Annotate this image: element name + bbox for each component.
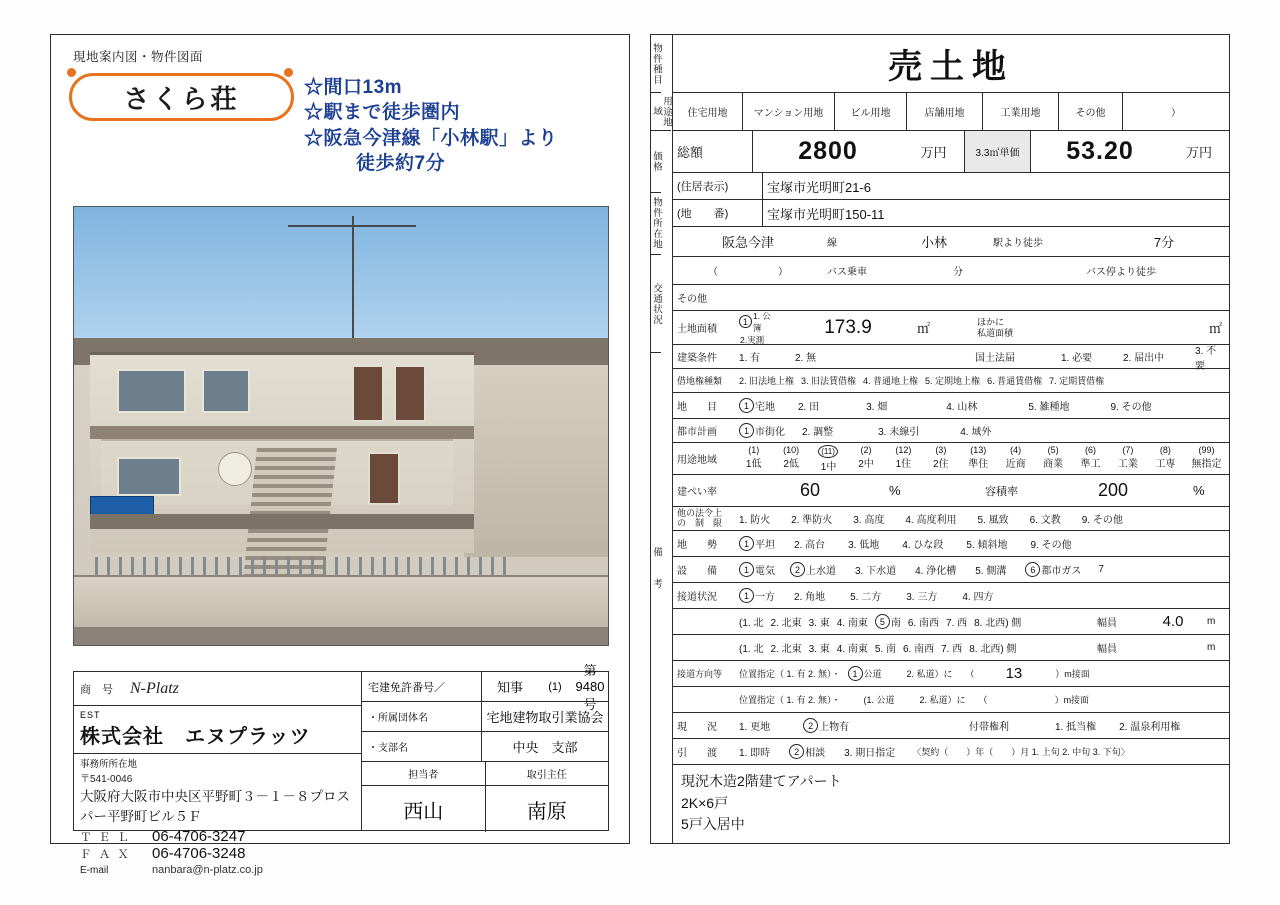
detail-grid — [673, 93, 1229, 843]
land-area-label: 土地面積 — [677, 324, 717, 335]
company-logo: N-Platz — [130, 679, 179, 697]
other-restrict-opt-5[interactable]: 6. 文教 — [1029, 515, 1061, 526]
use-district-no: (1) — [748, 444, 760, 455]
handover-opt-1: 相談 — [805, 748, 826, 759]
far-label: 容積率 — [985, 485, 1018, 498]
tel-row — [80, 828, 355, 845]
status-opt-0[interactable]: 1. 更地 — [739, 722, 771, 733]
access-2-opt-1[interactable]: 2. 私道）に — [919, 695, 966, 705]
remark-line-2: 2K×6戸 — [681, 794, 729, 811]
price-unit: 万円 — [903, 131, 965, 172]
frontage-2-width-value — [1143, 635, 1203, 660]
kind-option-6[interactable]: ） — [1171, 108, 1181, 119]
kind-option-0[interactable]: 住宅用地 — [673, 93, 743, 130]
utilities-opt-6[interactable]: 7 — [1098, 564, 1104, 575]
photo-railing — [95, 557, 512, 575]
frontage-1-width-value: 4.0 — [1162, 613, 1184, 630]
city-planning-options[interactable]: 1 市街化 2. 調整 3. 未線引 4. 域外 — [735, 419, 1229, 442]
transport-line-suffix: 線 — [827, 238, 837, 249]
right-sheet — [650, 34, 1230, 844]
bus-ride-label: バス乗車 — [827, 267, 867, 278]
license-governor: 知事 — [496, 680, 523, 695]
utilities-label: 設 備 — [677, 566, 717, 577]
leasehold-label: 借地権種類 — [677, 376, 723, 386]
photo-band-upper — [90, 426, 474, 439]
handover-options[interactable]: 1. 即時 2 相談 3. 期日指定 〈契約（ ）年（ ）月 1. 上旬 2. 中旬 3. 下旬〉 — [735, 739, 1229, 764]
land-category-opt-0: 宅地 — [755, 402, 775, 413]
private-road-unit: ㎡ — [1209, 321, 1223, 336]
remark-line-3: 5戸入居中 — [681, 816, 745, 833]
use-district-name: 商業 — [1043, 458, 1064, 470]
utilities-opt-1: 上水道 — [806, 566, 836, 577]
use-district-col[interactable] — [1034, 445, 1071, 473]
bus-line-blank: （ ） — [708, 267, 788, 278]
land-area-basis-0: 1. 公簿 — [752, 310, 771, 333]
handover-tail: 〈契約（ ）年（ ）月 1. 上旬 2. 中旬 3. 下旬〉 — [912, 747, 1130, 757]
agent-name: 南原 — [526, 800, 567, 823]
unit-price-label: 3.3㎡単価 — [965, 131, 1031, 172]
road-contact-opt-1[interactable]: 2. 角地 — [794, 592, 826, 603]
transport-station: 小林 — [920, 235, 947, 250]
utilities-opt-5: 都市ガス — [1041, 566, 1082, 577]
other-restrict-opt-2[interactable]: 3. 高度 — [853, 515, 885, 526]
staff-name: 西山 — [362, 786, 486, 832]
use-district-name: 1低 — [745, 458, 762, 470]
row-frontage-2 — [673, 635, 1229, 661]
use-district-no: (12) — [895, 444, 912, 455]
incidental-opt-1[interactable]: 2. 温泉利用権 — [1119, 722, 1181, 733]
company-name: 株式会社 エヌプラッツ — [80, 726, 311, 748]
frontage-1-dir-2[interactable]: 3. 東 — [808, 618, 830, 629]
frontage-2-dir-0[interactable]: (1. 北 — [739, 644, 764, 655]
city-planning-opt-1[interactable]: 2. 調整 — [802, 427, 834, 438]
association-value: 宅地建物取引業協会 — [486, 710, 604, 725]
feature-bullets — [304, 75, 604, 176]
land-category-opt-2[interactable]: 3. 畑 — [866, 402, 888, 413]
utilities-opt-2[interactable]: 3. 下水道 — [855, 566, 897, 577]
bullet-3: ☆阪急今津線「小林駅」より — [304, 127, 558, 149]
other-restrict-opt-4[interactable]: 5. 風致 — [977, 515, 1009, 526]
other-restrictions-label: 他の法令上 の 制 限 — [677, 507, 723, 528]
bullet-4: 徒歩約7分 — [356, 152, 446, 174]
use-district-col[interactable] — [922, 445, 959, 473]
frontage-2-directions[interactable] — [735, 635, 1093, 660]
use-district-no: (7) — [1122, 444, 1134, 455]
frontage-2-dir-5[interactable]: 6. 南西 — [902, 644, 935, 655]
photo-antenna — [288, 225, 416, 227]
status-options[interactable]: 1. 更地 2 上物有 — [735, 713, 965, 738]
other-restrict-opt-3[interactable]: 4. 高度利用 — [905, 515, 957, 526]
vlabel-transport: 交通状況 — [651, 255, 661, 353]
leasehold-opt-4[interactable]: 6. 普通賃借権 — [987, 376, 1043, 386]
incidental-opt-0[interactable]: 1. 抵当権 — [1055, 722, 1097, 733]
frontage-2-dir-7[interactable]: 8. 北西) 側 — [969, 644, 1017, 655]
use-district-no: (10) — [783, 444, 800, 455]
frontage-1-dir-4: 南 — [890, 618, 901, 629]
use-district-name: 工業 — [1117, 458, 1138, 470]
photo-sky — [74, 207, 608, 356]
land-area-unit: ㎡ — [917, 321, 931, 336]
license-number-paren: (1) — [548, 680, 562, 693]
city-planning-opt-0: 市街化 — [755, 427, 785, 438]
far-value: 200 — [1097, 480, 1129, 500]
transport-line: 阪急今津 — [721, 235, 774, 250]
document-title-text: 売土地 — [888, 48, 1014, 86]
row-residential-address — [673, 173, 1229, 200]
utilities-opt-4[interactable]: 5. 側溝 — [975, 566, 1007, 577]
use-district-no: (6) — [1085, 444, 1096, 455]
tel-value: 06-4706-3247 — [152, 828, 246, 845]
kokudo-opt-2[interactable]: 3. 不要 — [1195, 345, 1217, 372]
coverage-unit: % — [889, 483, 901, 498]
frontage-2-dir-1[interactable]: 2. 北東 — [770, 644, 802, 655]
branch-row — [362, 732, 608, 762]
row-handover — [673, 739, 1229, 765]
kokudo-opt-0[interactable]: 1. 必要 — [1061, 353, 1093, 364]
use-district-label: 用途地域 — [677, 455, 717, 466]
land-category-options[interactable]: 1 宅地 2. 田 3. 畑 4. 山林 5. 雑種地 9. その他 — [735, 393, 1229, 418]
topography-opt-0: 平坦 — [755, 540, 775, 551]
row-frontage-1 — [673, 609, 1229, 635]
unit-price-value: 53.20 — [1066, 137, 1134, 165]
use-district-name: 1住 — [895, 458, 912, 470]
use-district-no: (4) — [1010, 444, 1022, 455]
kind-option-1[interactable]: マンション用地 — [743, 93, 835, 130]
frontage-1-width-unit: m — [1207, 616, 1216, 627]
frontage-1-spacer — [673, 609, 735, 634]
company-column — [74, 672, 362, 876]
access-2-opt-0[interactable]: (1. 公道 — [863, 695, 895, 705]
license-number-label: 宅建免許番号／ — [362, 672, 482, 701]
use-district-col[interactable] — [960, 445, 997, 473]
leasehold-opt-5[interactable]: 7. 定期賃借権 — [1049, 376, 1105, 386]
private-road-label: ほかに 私道面積 — [977, 316, 1014, 338]
use-district-col[interactable] — [1072, 445, 1109, 473]
frontage-1-dir-1[interactable]: 2. 北東 — [770, 618, 802, 629]
use-district-col[interactable] — [847, 445, 884, 473]
frontage-2-width-unit: m — [1207, 642, 1216, 653]
row-status — [673, 713, 1229, 739]
office-address: 大阪府大阪市中央区平野町３－１－８プロスパー平野町ビル５Ｆ — [80, 789, 350, 824]
access-1-value: 13 — [1005, 665, 1023, 682]
bullet-1: ☆間口13m — [304, 77, 403, 98]
plate-dot-right-icon — [284, 68, 293, 77]
row-lot-number — [673, 200, 1229, 227]
fax-value: 06-4706-3248 — [152, 845, 246, 862]
photo-pole — [352, 216, 354, 356]
row-access-1 — [673, 661, 1229, 687]
vlabel-remarks: 備 考 — [650, 547, 662, 589]
topography-opt-4[interactable]: 5. 傾斜地 — [966, 540, 1008, 551]
row-transport-line — [673, 227, 1229, 257]
shogo-label: 商 号 — [80, 683, 113, 696]
use-district-no: (13) — [970, 444, 987, 455]
building-condition-label: 建築条件 — [677, 353, 717, 364]
use-district-col[interactable] — [772, 445, 809, 473]
sheet-caption: 現地案内図・物件図面 — [73, 50, 204, 64]
price-label: 総額 — [673, 131, 753, 172]
use-district-name: 2低 — [783, 458, 799, 470]
use-district-col-selected[interactable] — [810, 445, 847, 473]
company-info-block — [73, 663, 609, 876]
price-value: 2800 — [798, 137, 858, 165]
plate-dot-left-icon — [67, 68, 76, 77]
frontage-2-dir-4[interactable]: 5. 南 — [874, 644, 896, 655]
use-district-name: 1中 — [820, 461, 837, 473]
use-district-no: (5) — [1047, 444, 1059, 455]
private-road-value — [1053, 311, 1205, 344]
branch-label: ・支部名 — [362, 732, 482, 761]
row-property-kind — [673, 93, 1229, 131]
row-land-category — [673, 393, 1229, 419]
busstop-walk-label: バス停より徒歩 — [1086, 267, 1156, 278]
frontage-1-dir-6[interactable]: 7. 西 — [945, 618, 968, 629]
frontage-2-dir-6[interactable]: 7. 西 — [941, 644, 963, 655]
access-1-prefix: 位置指定（ 1. 有 2. 無）・ — [739, 669, 841, 679]
use-district-name: 2住 — [933, 458, 949, 470]
topography-label: 地 勢 — [677, 540, 717, 551]
land-area-value: 173.9 — [824, 316, 872, 338]
leasehold-opt-3[interactable]: 5. 定期地上権 — [925, 376, 981, 386]
bullet-2: ☆駅まで徒歩圏内 — [304, 102, 461, 124]
row-utilities — [673, 557, 1229, 583]
status-label: 現 況 — [677, 722, 717, 733]
frontage-1-width-label: 幅員 — [1097, 618, 1117, 629]
row-other-restrictions — [673, 507, 1229, 531]
fax-row — [80, 845, 355, 862]
kind-option-4[interactable]: 工業用地 — [983, 93, 1059, 130]
use-district-name: 無指定 — [1191, 458, 1222, 470]
row-land-area — [673, 311, 1229, 345]
company-sub-logo: EST — [80, 710, 101, 720]
city-planning-opt-2[interactable]: 3. 未線引 — [878, 427, 920, 438]
photo-window — [202, 369, 250, 413]
access-2-spacer — [673, 687, 735, 712]
email-value: nanbara@n-platz.co.jp — [152, 864, 263, 876]
附帯権利-label: 付帯権利 — [969, 722, 1009, 733]
row-building-condition — [673, 345, 1229, 372]
office-address-label: 事務所所在地 — [80, 759, 138, 770]
coverage-value: 60 — [799, 480, 821, 500]
access-2-content[interactable]: 位置指定（ 1. 有 2. 無）・ (1. 公道 2. 私道）に （ ）m接面 — [739, 695, 1090, 705]
row-city-planning — [673, 419, 1229, 443]
association-label: ・所属団体名 — [362, 702, 482, 731]
use-district-col[interactable] — [1147, 445, 1184, 473]
handover-label: 引 渡 — [677, 748, 717, 759]
walk-label: 駅より徒歩 — [993, 238, 1043, 249]
handover-opt-0[interactable]: 1. 即時 — [739, 748, 771, 759]
road-contact-opt-0: 一方 — [755, 592, 775, 603]
use-district-col[interactable] — [885, 445, 922, 473]
access-1-suffix: ）m接面 — [1055, 669, 1090, 679]
remark-line-1: 現況木造2階建てアパート — [681, 773, 842, 789]
lot-number-label: (地 番) — [673, 200, 763, 226]
other-restrictions-options[interactable] — [735, 507, 1229, 530]
license-column — [362, 663, 608, 830]
frontage-2-spacer — [673, 635, 735, 660]
use-district-col[interactable] — [997, 445, 1034, 473]
fax-label: Ｆ Ａ Ｘ — [80, 848, 131, 861]
frontage-2-dir-3[interactable]: 4. 南東 — [836, 644, 868, 655]
use-district-no: (3) — [935, 444, 947, 455]
use-district-no: (11) — [818, 445, 838, 458]
row-access-2 — [673, 687, 1229, 713]
kind-option-5[interactable]: その他 — [1059, 93, 1123, 130]
utilities-options[interactable]: 1 電気 2 上水道 3. 下水道 4. 浄化槽 5. 側溝 6 都市ガス 7 — [735, 557, 1229, 582]
incidental-rights-options[interactable] — [1051, 713, 1229, 738]
road-contact-opt-2[interactable]: 5. 二方 — [850, 592, 882, 603]
leasehold-opt-2[interactable]: 4. 普通地上権 — [863, 376, 919, 386]
access-label: 接道方向等 — [677, 669, 723, 679]
row-coverage-far — [673, 475, 1229, 507]
land-category-opt-4[interactable]: 5. 雑種地 — [1028, 402, 1070, 413]
residential-address-value: 宝塚市光明町21-6 — [767, 179, 872, 195]
photo-window — [117, 369, 186, 413]
use-district-col[interactable] — [1109, 445, 1146, 473]
use-district-name: 工専 — [1155, 458, 1176, 470]
agent-label: 取引主任 — [526, 770, 567, 781]
other-restrict-opt-0[interactable]: 1. 防火 — [739, 515, 771, 526]
coverage-label: 建ぺい率 — [677, 487, 717, 498]
photo-ground — [74, 627, 608, 645]
land-area-basis-1: 2.実測 — [740, 334, 765, 345]
building-condition-opt-1[interactable]: 2. 無 — [795, 353, 817, 364]
use-district-no: (8) — [1159, 444, 1171, 455]
remarks-block — [673, 765, 1229, 842]
kokudo-opt-1[interactable]: 2. 届出中 — [1123, 353, 1165, 364]
bus-minutes: 分 — [953, 267, 963, 278]
access-1-opt-1[interactable]: 2. 私道）に — [906, 669, 953, 679]
vlabel-location: 物件所在地 — [651, 193, 661, 255]
frontage-1-dir-0[interactable]: (1. 北 — [739, 618, 764, 629]
use-district-columns[interactable] — [735, 443, 1229, 474]
residential-address-label: (住居表示) — [673, 173, 763, 199]
left-sheet — [50, 34, 630, 876]
road-contact-opt-3[interactable]: 3. 三方 — [906, 592, 938, 603]
frontage-1-directions[interactable]: (1. 北 2. 北東 3. 東 4. 南東 5 南 6. 南西 7. 西 8. 北西) 側 — [735, 609, 1093, 634]
vlabel-kind: 物件種目 — [651, 35, 661, 93]
frontage-1-dir-5[interactable]: 6. 南西 — [907, 618, 939, 629]
license-number: 第9480号 — [575, 663, 605, 712]
kind-option-3[interactable]: 店舗用地 — [907, 93, 983, 130]
kind-option-2[interactable]: ビル用地 — [835, 93, 907, 130]
document-title — [673, 35, 1229, 93]
row-leasehold-type — [673, 369, 1229, 393]
frontage-2-dir-2[interactable]: 3. 東 — [808, 644, 830, 655]
photo-window — [117, 457, 181, 496]
vertical-label-column — [651, 35, 673, 843]
land-category-opt-1[interactable]: 2. 田 — [798, 402, 820, 413]
use-district-name: 近商 — [1005, 458, 1026, 470]
photo-band-lower — [90, 514, 474, 529]
leasehold-options[interactable] — [735, 369, 1229, 392]
use-district-no: (2) — [860, 444, 872, 455]
leasehold-opt-1[interactable]: 3. 旧法賃借権 — [801, 376, 857, 386]
transport-other-label: その他 — [677, 294, 707, 305]
utilities-opt-3[interactable]: 4. 浄化槽 — [915, 566, 957, 577]
row-transport-other — [673, 285, 1229, 311]
other-restrict-opt-6[interactable]: 9. その他 — [1081, 515, 1123, 526]
property-name-plate — [69, 73, 294, 121]
building-condition-opt-0[interactable]: 1. 有 — [739, 353, 761, 364]
property-photo — [73, 206, 609, 646]
staff-names-row — [362, 786, 608, 832]
use-district-no: (99) — [1198, 444, 1215, 455]
row-use-district — [673, 443, 1229, 475]
frontage-2-width-label: 幅員 — [1097, 644, 1117, 655]
photo-door — [352, 365, 384, 422]
status-opt-1: 上物有 — [819, 722, 850, 733]
use-district-col[interactable] — [735, 445, 772, 473]
row-transport-bus — [673, 257, 1229, 285]
email-row — [80, 864, 355, 876]
city-planning-label: 都市計画 — [677, 427, 717, 438]
city-planning-opt-3[interactable]: 4. 域外 — [960, 427, 992, 438]
use-district-name: 準工 — [1080, 458, 1101, 470]
lot-number-value: 宝塚市光明町150-11 — [767, 206, 885, 222]
road-contact-label: 接道状況 — [677, 592, 717, 603]
row-road-contact — [673, 583, 1229, 609]
vlabel-use: 用途地域 — [651, 93, 671, 131]
postal-code: 〒541-0046 — [80, 774, 133, 785]
topography-opt-5[interactable]: 9. その他 — [1030, 540, 1072, 551]
other-restrict-opt-1[interactable]: 2. 準防火 — [791, 515, 833, 526]
access-2-suffix: ）m接面 — [1054, 695, 1090, 705]
use-district-name: 2中 — [858, 458, 874, 470]
land-category-opt-5[interactable]: 9. その他 — [1110, 402, 1152, 413]
row-topography — [673, 531, 1229, 557]
land-category-opt-3[interactable]: 4. 山林 — [946, 402, 978, 413]
frontage-1-dir-7[interactable]: 8. 北西) 側 — [974, 618, 1022, 629]
staff-label: 担当者 — [362, 762, 486, 785]
topography-opt-3[interactable]: 4. ひな段 — [902, 540, 944, 551]
tel-label: Ｔ Ｅ Ｌ — [80, 831, 131, 844]
road-contact-options[interactable]: 1 一方 2. 角地 5. 二方 3. 三方 4. 四方 — [735, 583, 1229, 608]
utilities-opt-0: 電気 — [755, 566, 775, 577]
access-1-opt-0: 公道 — [863, 669, 882, 679]
topography-options[interactable]: 1 平坦 2. 高台 3. 低地 4. ひな段 5. 傾斜地 9. その他 — [735, 531, 1229, 556]
photo-door — [368, 452, 400, 505]
photo-door — [394, 365, 426, 422]
vlabel-price: 価格 — [651, 131, 661, 193]
photo-building-right — [464, 365, 608, 558]
kokudo-label: 国土法届 — [975, 353, 1015, 364]
use-district-col[interactable] — [1184, 445, 1229, 473]
land-category-label: 地 目 — [677, 402, 717, 413]
unit-price-unit: 万円 — [1185, 145, 1212, 160]
row-price — [673, 131, 1229, 173]
land-area-basis[interactable]: 1 1. 公簿 2.実測 — [735, 311, 783, 344]
association-row — [362, 702, 608, 732]
access-2-prefix: 位置指定（ 1. 有 2. 無）・ — [739, 695, 841, 705]
branch-value: 中央 支部 — [512, 740, 578, 755]
leasehold-opt-0[interactable]: 2. 旧法地上権 — [739, 376, 795, 386]
access-1-content[interactable]: 位置指定（ 1. 有 2. 無）・ 1 公道 2. 私道）に （ 13 ）m接面 — [739, 665, 1090, 682]
walk-value: 7分 — [1153, 235, 1175, 250]
use-district-name: 準住 — [968, 458, 989, 470]
license-number-row — [362, 663, 608, 712]
property-name: さくら荘 — [123, 83, 240, 114]
staff-header-row — [362, 762, 608, 786]
far-unit: % — [1193, 483, 1205, 498]
topography-opt-2[interactable]: 3. 低地 — [848, 540, 880, 551]
road-contact-opt-4[interactable]: 4. 四方 — [962, 592, 994, 603]
frontage-1-dir-3[interactable]: 4. 南東 — [836, 618, 868, 629]
email-label: E-mail — [80, 864, 109, 876]
topography-opt-1[interactable]: 2. 高台 — [794, 540, 826, 551]
handover-opt-2[interactable]: 3. 期日指定 — [844, 748, 896, 759]
